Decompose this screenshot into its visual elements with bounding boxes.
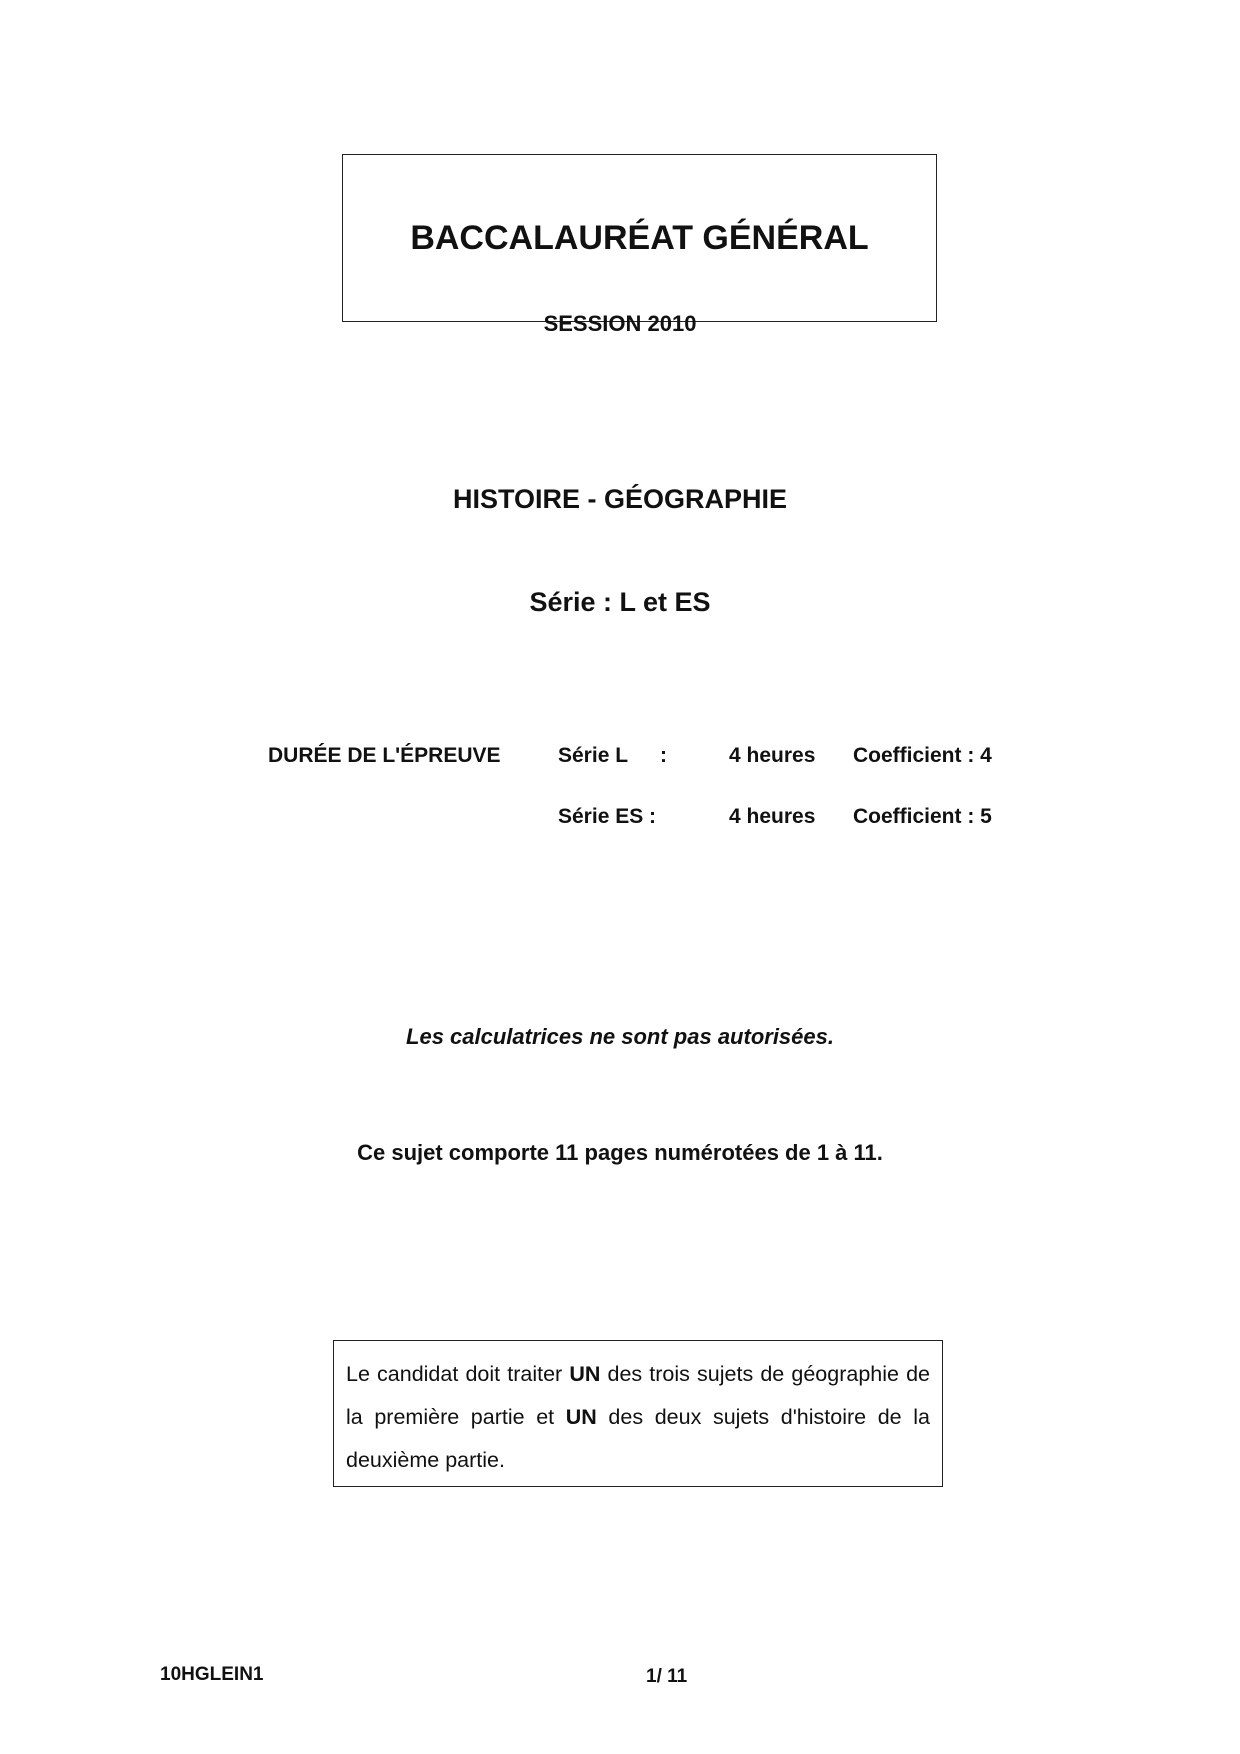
title-box — [342, 154, 937, 322]
instructions-box — [333, 1340, 943, 1487]
serie-l-colon: : — [660, 744, 667, 767]
serie-l-coefficient: Coefficient : 4 — [853, 744, 992, 767]
instructions-text: des trois sujets de géographie de la première partie et — [346, 1362, 931, 1429]
exam-title: BACCALAURÉAT GÉNÉRAL — [410, 218, 869, 257]
serie-l: Série L — [558, 744, 629, 767]
page-number: 1/ 11 — [646, 1666, 688, 1687]
pages-note: Ce sujet comporte 11 pages numérotées de 1 à 11. — [357, 1140, 883, 1165]
subject-name: HISTOIRE - GÉOGRAPHIE — [452, 484, 788, 514]
instructions-emphasis: UN — [569, 1362, 601, 1386]
serie-es-coefficient: Coefficient : 5 — [853, 805, 992, 828]
serie-es: Série ES : — [558, 805, 657, 828]
session: SESSION 2010 — [543, 311, 697, 336]
instructions-text: des deux sujets d'histoire de la deuxième partie. — [346, 1405, 930, 1472]
calculators-note: Les calculatrices ne sont pas autorisées. — [406, 1024, 834, 1049]
subject-series: Série : L et ES — [529, 587, 711, 617]
document-code: 10HGLEIN1 — [160, 1664, 264, 1685]
serie-l-hours: 4 heures — [729, 744, 816, 767]
instructions-text: Le candidat doit traiter — [346, 1362, 570, 1386]
serie-es-hours: 4 heures — [729, 805, 816, 828]
duration-label: DURÉE DE L'ÉPREUVE — [268, 744, 501, 767]
instructions-emphasis: UN — [565, 1405, 597, 1429]
